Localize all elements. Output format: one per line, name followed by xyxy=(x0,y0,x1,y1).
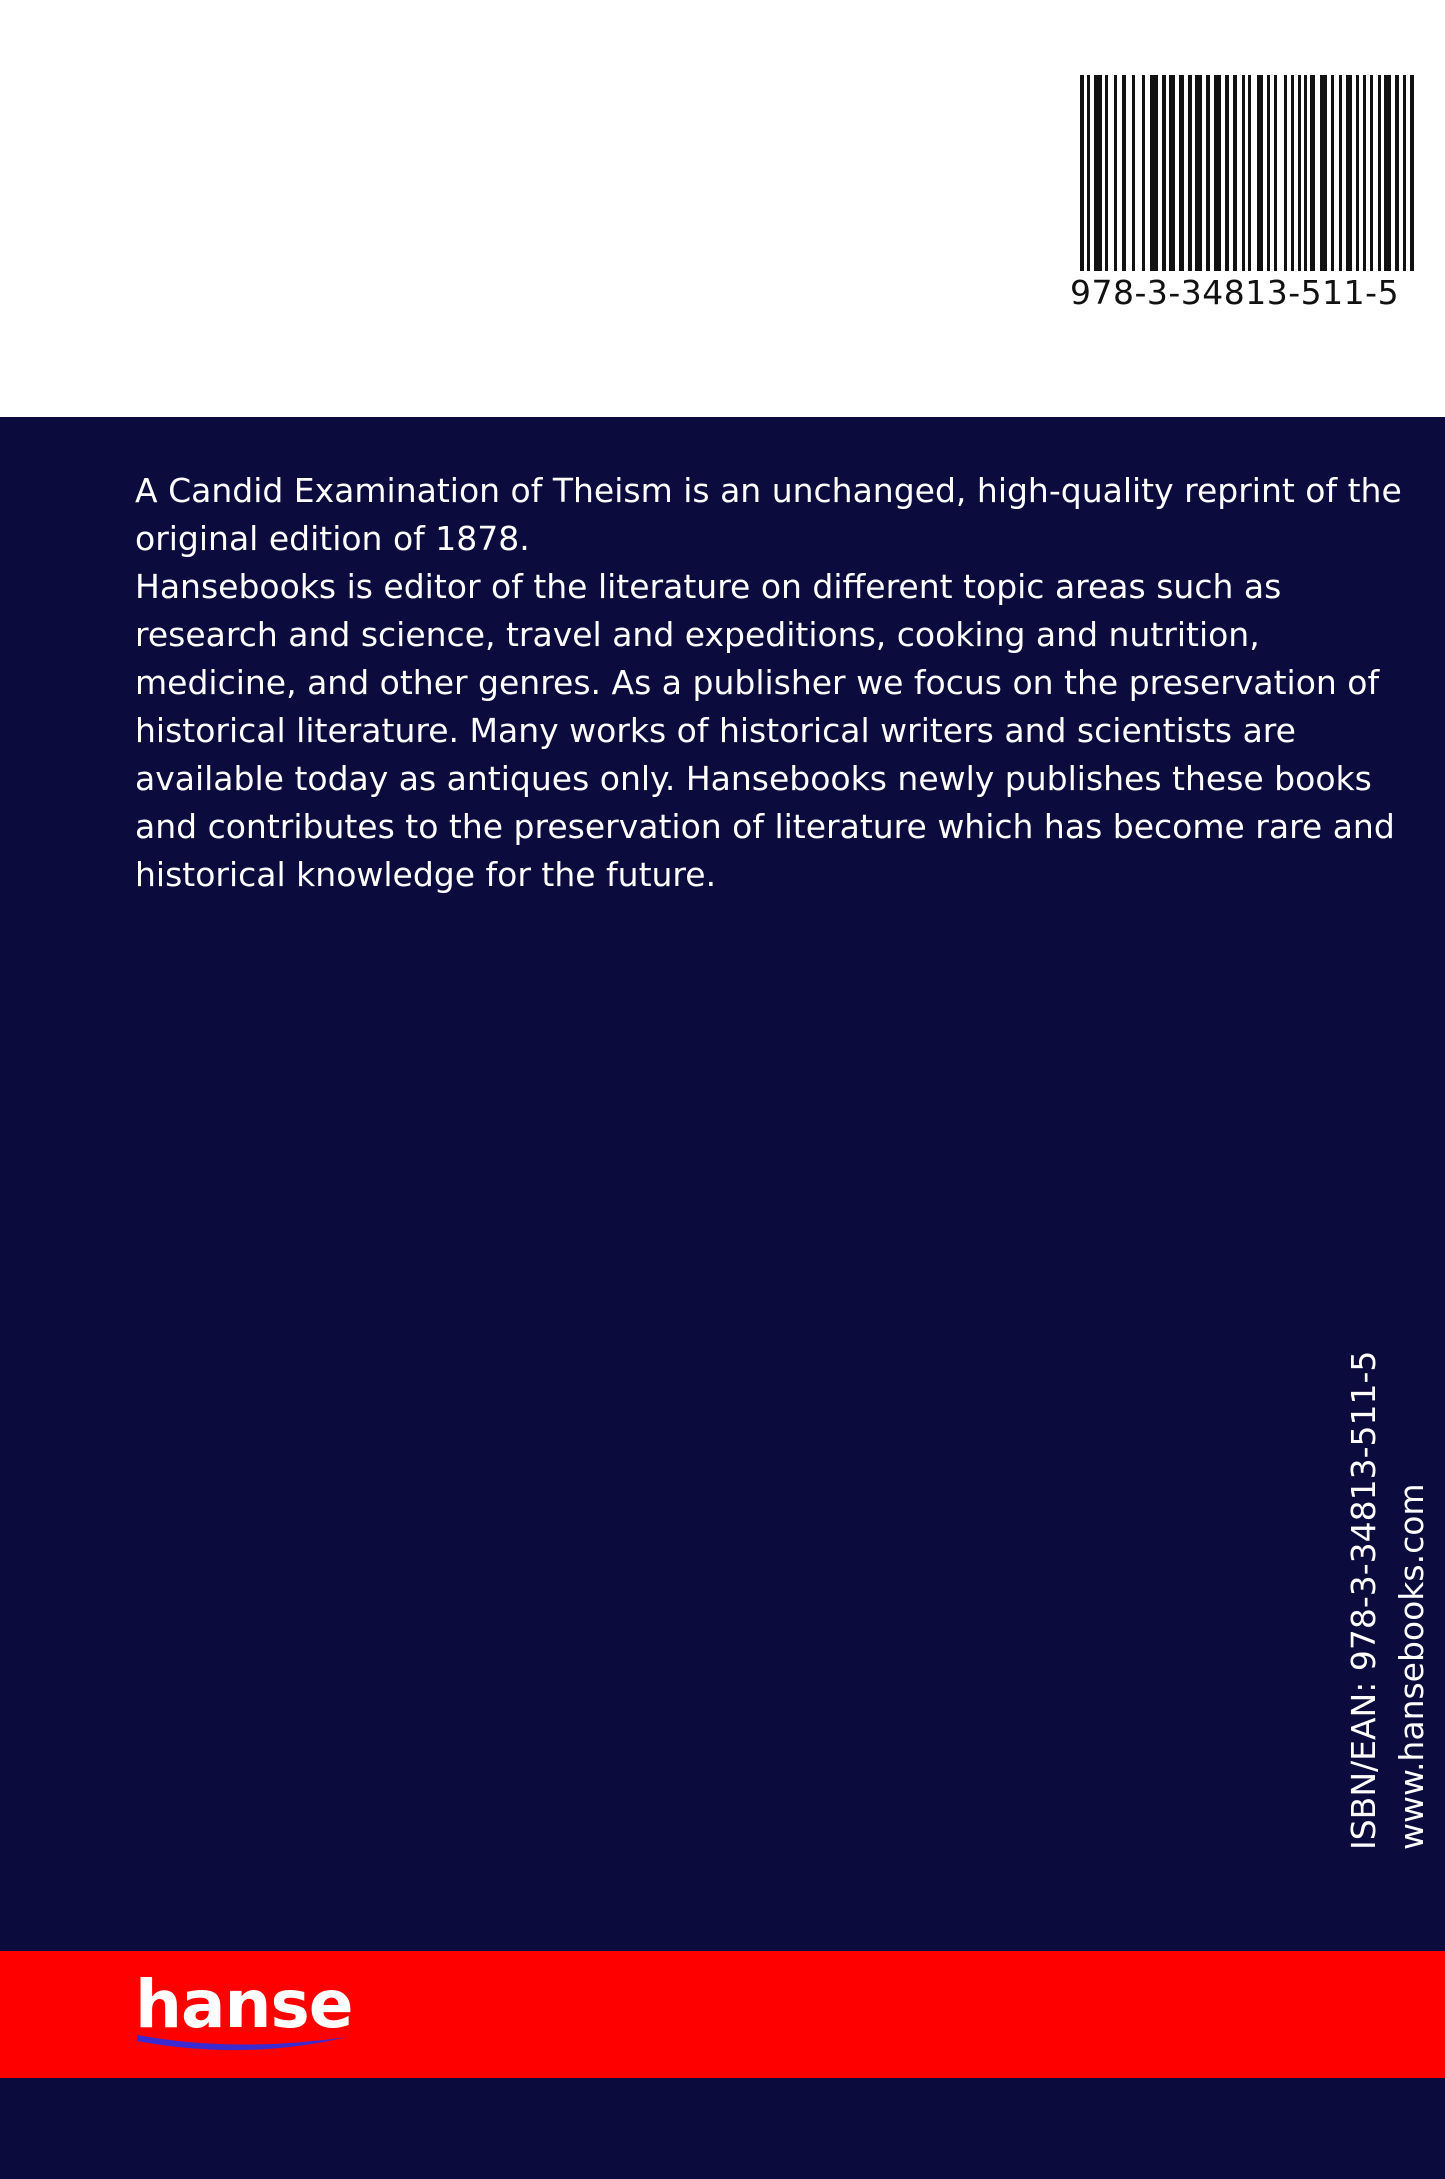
website-text: www.hansebooks.com xyxy=(1392,1483,1431,1850)
spine-info xyxy=(1340,1351,1436,1850)
barcode xyxy=(1070,75,1415,312)
book-description xyxy=(135,467,1425,899)
barcode-bars xyxy=(1080,75,1414,271)
back-cover-panel xyxy=(0,417,1445,1951)
hanse-logo xyxy=(135,1965,355,2065)
barcode-number: 978-3-34813-511-5 xyxy=(1070,273,1400,312)
description-paragraph-publisher: Hansebooks is editor of the literature on different topic areas such as research and science, travel and expeditions, cooking and nutrition, medicine, and other genres. As a publisher we focus on the preservation of historical literature. Many works of historical writers and scientists are available today as antiques only. Hansebooks newly publishes these books and contributes to the preservation of literature which has become rare and historical knowledge for the future. xyxy=(135,567,1395,894)
description-paragraph-reprint: A Candid Examination of Theism is an unchanged, high-quality reprint of the original edition of 1878. xyxy=(135,471,1402,558)
logo-wordmark: hanse xyxy=(135,1966,353,2043)
isbn-text: ISBN/EAN: 978-3-34813-511-5 xyxy=(1344,1350,1383,1850)
publisher-band xyxy=(0,1951,1445,2078)
bottom-band xyxy=(0,2078,1445,2179)
barcode-area xyxy=(0,0,1445,417)
